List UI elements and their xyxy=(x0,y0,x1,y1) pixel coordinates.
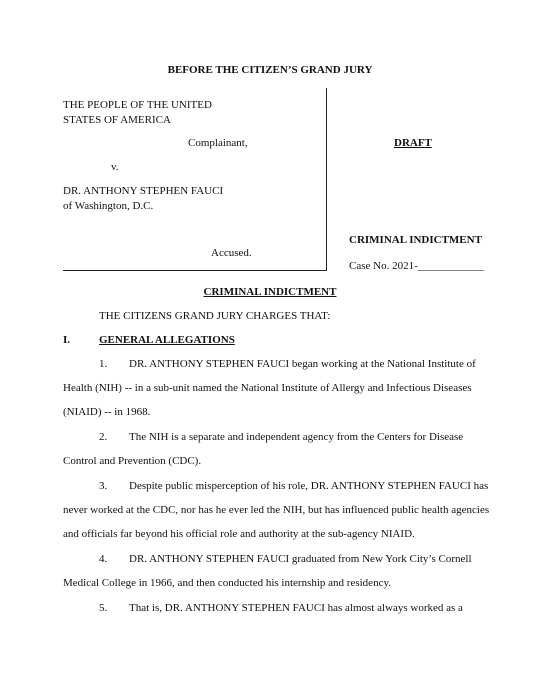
document-title: BEFORE THE CITIZEN’S GRAND JURY xyxy=(167,64,373,76)
paragraph-number: 2. xyxy=(99,431,108,443)
paragraph-number: 3. xyxy=(99,480,108,492)
paragraph-line: DR. ANTHONY STEPHEN FAUCI began working at the National Institute of xyxy=(129,358,476,370)
paragraph-line: Health (NIH) -- in a sub-unit named the National Institute of Allergy and Infectious Diseases xyxy=(63,382,472,394)
paragraph-number: 1. xyxy=(99,358,108,370)
plaintiff-name-line2: STATES OF AMERICA xyxy=(63,114,171,126)
paragraph-line: Despite public misperception of his role, DR. ANTHONY STEPHEN FAUCI has xyxy=(129,480,489,492)
defendant-name-line2: of Washington, D.C. xyxy=(63,200,154,212)
accused-label: Accused. xyxy=(211,247,252,259)
versus-label: v. xyxy=(111,161,119,173)
defendant-name-line1: DR. ANTHONY STEPHEN FAUCI xyxy=(63,185,224,197)
section-title: CRIMINAL INDICTMENT xyxy=(203,286,337,298)
section-heading: GENERAL ALLEGATIONS xyxy=(99,334,235,346)
paragraph-line: DR. ANTHONY STEPHEN FAUCI graduated from New York City’s Cornell xyxy=(129,553,472,565)
indictment-title: CRIMINAL INDICTMENT xyxy=(349,234,482,246)
paragraph-line: (NIAID) -- in 1968. xyxy=(63,406,151,418)
caption-vertical-divider xyxy=(326,88,327,270)
paragraph-line: and officials far beyond his official role and authority at the sub-agency NIAID. xyxy=(63,528,415,540)
section-number: I. xyxy=(63,334,71,346)
paragraph-number: 4. xyxy=(99,553,108,565)
complainant-label: Complainant, xyxy=(188,137,248,149)
paragraph-line: Control and Prevention (CDC). xyxy=(63,455,202,467)
paragraph-line: never worked at the CDC, nor has he ever led the NIH, but has influenced public health agencies xyxy=(63,504,490,516)
draft-label: DRAFT xyxy=(394,137,432,149)
paragraph-line: The NIH is a separate and independent agency from the Centers for Disease xyxy=(129,431,464,443)
case-number: Case No. 2021-____________ xyxy=(349,260,484,272)
caption-horizontal-divider xyxy=(63,270,327,271)
charges-intro: THE CITIZENS GRAND JURY CHARGES THAT: xyxy=(99,310,331,322)
paragraph-number: 5. xyxy=(99,602,108,614)
paragraph-line: That is, DR. ANTHONY STEPHEN FAUCI has almost always worked as a xyxy=(129,602,463,614)
plaintiff-name-line1: THE PEOPLE OF THE UNITED xyxy=(63,99,212,111)
paragraph-line: Medical College in 1966, and then conducted his internship and residency. xyxy=(63,577,391,589)
